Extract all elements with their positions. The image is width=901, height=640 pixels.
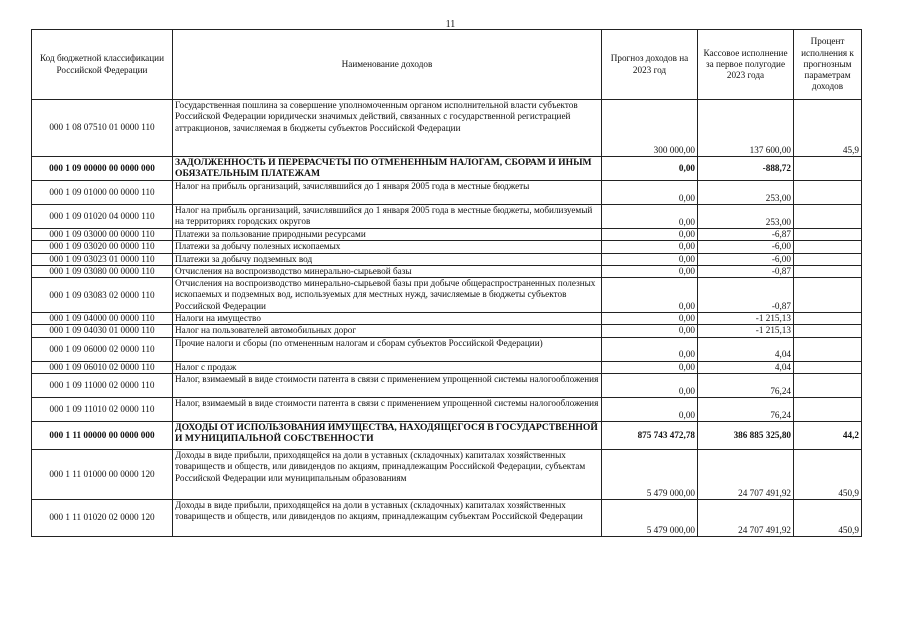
- row-code: 000 1 11 01000 00 0000 120: [32, 450, 173, 500]
- row-cash: 253,00: [698, 181, 794, 205]
- row-cash: -1 215,13: [698, 325, 794, 337]
- row-name: Налог, взимаемый в виде стоимости патента в связи с применением упрощенной системы налогообложения: [173, 398, 602, 422]
- row-code: 000 1 09 01020 04 0000 110: [32, 205, 173, 229]
- row-name: ДОХОДЫ ОТ ИСПОЛЬЗОВАНИЯ ИМУЩЕСТВА, НАХОДЯЩЕГОСЯ В ГОСУДАРСТВЕННОЙ И МУНИЦИПАЛЬНОЙ СОБСТВЕННОСТИ: [173, 422, 602, 450]
- row-percent: [794, 374, 862, 398]
- row-cash: 4,04: [698, 361, 794, 373]
- row-cash: 4,04: [698, 337, 794, 361]
- row-forecast: 0,00: [602, 253, 698, 265]
- header-cash: Кассовое исполнение за первое полугодие 2023 года: [698, 30, 794, 100]
- row-code: 000 1 09 11000 02 0000 110: [32, 374, 173, 398]
- row-percent: 45,9: [794, 100, 862, 157]
- row-cash: -0,87: [698, 265, 794, 277]
- row-percent: [794, 241, 862, 253]
- row-name: Доходы в виде прибыли, приходящейся на доли в уставных (складочных) капиталах хозяйственных товариществ и обществ, или дивидендов по акциям, принадлежащим субъектам Российской Федерации: [173, 500, 602, 537]
- row-cash: -6,00: [698, 253, 794, 265]
- row-cash: -6,87: [698, 229, 794, 241]
- table-row: [32, 374, 862, 398]
- row-forecast: 0,00: [602, 374, 698, 398]
- table-row: [32, 450, 862, 500]
- row-code: 000 1 09 03020 00 0000 110: [32, 241, 173, 253]
- row-percent: [794, 181, 862, 205]
- table-row: [32, 181, 862, 205]
- revenue-table: [31, 29, 862, 537]
- row-name: Налог с продаж: [173, 361, 602, 373]
- row-forecast: 875 743 472,78: [602, 422, 698, 450]
- table-row: [32, 100, 862, 157]
- row-cash: 76,24: [698, 398, 794, 422]
- row-code: 000 1 09 03000 00 0000 110: [32, 229, 173, 241]
- row-percent: [794, 278, 862, 313]
- table-row: [32, 278, 862, 313]
- row-percent: [794, 398, 862, 422]
- row-code: 000 1 11 00000 00 0000 000: [32, 422, 173, 450]
- row-forecast: 0,00: [602, 337, 698, 361]
- table-row: [32, 337, 862, 361]
- row-name: ЗАДОЛЖЕННОСТЬ И ПЕРЕРАСЧЕТЫ ПО ОТМЕНЕННЫМ НАЛОГАМ, СБОРАМ И ИНЫМ ОБЯЗАТЕЛЬНЫМ ПЛАТЕЖАМ: [173, 157, 602, 181]
- row-cash: 386 885 325,80: [698, 422, 794, 450]
- row-code: 000 1 11 01020 02 0000 120: [32, 500, 173, 537]
- row-forecast: 0,00: [602, 313, 698, 325]
- row-code: 000 1 08 07510 01 0000 110: [32, 100, 173, 157]
- row-forecast: 0,00: [602, 398, 698, 422]
- table-row: [32, 325, 862, 337]
- row-forecast: 0,00: [602, 325, 698, 337]
- row-forecast: 0,00: [602, 205, 698, 229]
- row-cash: 253,00: [698, 205, 794, 229]
- table-header-row: [32, 30, 862, 100]
- row-name: Налог на пользователей автомобильных дорог: [173, 325, 602, 337]
- table-row: [32, 157, 862, 181]
- table-row: [32, 313, 862, 325]
- row-code: 000 1 09 01000 00 0000 110: [32, 181, 173, 205]
- table-row: [32, 265, 862, 277]
- row-name: Налоги на имущество: [173, 313, 602, 325]
- header-percent: Процент исполнения к прогнозным параметрам доходов: [794, 30, 862, 100]
- header-code: Код бюджетной классификации Российской Федерации: [32, 30, 173, 100]
- row-name: Государственная пошлина за совершение уполномоченным органом исполнительной власти субъектов Российской Федерации юридически значимых действий, связанных с государственной регистрацией аттракционов, зачисляемая в бюджеты субъектов Российской Федерации: [173, 100, 602, 157]
- row-name: Отчисления на воспроизводство минерально-сырьевой базы при добыче общераспространенных полезных ископаемых и подземных вод, используемых для местных нужд, зачисляемые в бюджеты субъектов Российской Федерации: [173, 278, 602, 313]
- row-percent: [794, 361, 862, 373]
- row-code: 000 1 09 06010 02 0000 110: [32, 361, 173, 373]
- row-forecast: 0,00: [602, 229, 698, 241]
- table-row: [32, 229, 862, 241]
- row-code: 000 1 09 03080 00 0000 110: [32, 265, 173, 277]
- row-percent: [794, 253, 862, 265]
- table-row: [32, 241, 862, 253]
- table-row: [32, 361, 862, 373]
- row-cash: -1 215,13: [698, 313, 794, 325]
- header-forecast: Прогноз доходов на 2023 год: [602, 30, 698, 100]
- row-name: Платежи за пользование природными ресурсами: [173, 229, 602, 241]
- row-forecast: 0,00: [602, 157, 698, 181]
- row-forecast: 0,00: [602, 181, 698, 205]
- row-code: 000 1 09 06000 02 0000 110: [32, 337, 173, 361]
- row-cash: -6,00: [698, 241, 794, 253]
- row-cash: 24 707 491,92: [698, 450, 794, 500]
- row-name: Платежи за добычу полезных ископаемых: [173, 241, 602, 253]
- row-code: 000 1 09 11010 02 0000 110: [32, 398, 173, 422]
- row-name: Налог, взимаемый в виде стоимости патента в связи с применением упрощенной системы налогообложения: [173, 374, 602, 398]
- header-name: Наименование доходов: [173, 30, 602, 100]
- row-cash: 137 600,00: [698, 100, 794, 157]
- row-forecast: 0,00: [602, 278, 698, 313]
- row-cash: -888,72: [698, 157, 794, 181]
- row-name: Доходы в виде прибыли, приходящейся на доли в уставных (складочных) капиталах хозяйственных товариществ и обществ, или дивидендов по акциям, принадлежащим Российской Федерации, субъектам Российской Федерации или муниципальным образованиям: [173, 450, 602, 500]
- row-code: 000 1 09 00000 00 0000 000: [32, 157, 173, 181]
- row-cash: 76,24: [698, 374, 794, 398]
- row-percent: [794, 205, 862, 229]
- row-percent: [794, 229, 862, 241]
- row-name: Прочие налоги и сборы (по отмененным налогам и сборам субъектов Российской Федерации): [173, 337, 602, 361]
- row-code: 000 1 09 03023 01 0000 110: [32, 253, 173, 265]
- table-row: [32, 205, 862, 229]
- row-percent: [794, 157, 862, 181]
- row-forecast: 0,00: [602, 241, 698, 253]
- row-cash: -0,87: [698, 278, 794, 313]
- row-percent: [794, 313, 862, 325]
- row-forecast: 5 479 000,00: [602, 500, 698, 537]
- table-row: [32, 500, 862, 537]
- row-forecast: 0,00: [602, 361, 698, 373]
- row-name: Платежи за добычу подземных вод: [173, 253, 602, 265]
- row-code: 000 1 09 03083 02 0000 110: [32, 278, 173, 313]
- row-percent: [794, 265, 862, 277]
- row-percent: [794, 337, 862, 361]
- table-row: [32, 398, 862, 422]
- row-percent: [794, 325, 862, 337]
- table-row: [32, 253, 862, 265]
- row-name: Налог на прибыль организаций, зачислявшийся до 1 января 2005 года в местные бюджеты, мобилизуемый на территориях городских округов: [173, 205, 602, 229]
- row-forecast: 5 479 000,00: [602, 450, 698, 500]
- row-forecast: 300 000,00: [602, 100, 698, 157]
- row-name: Налог на прибыль организаций, зачислявшийся до 1 января 2005 года в местные бюджеты: [173, 181, 602, 205]
- row-percent: 450,9: [794, 500, 862, 537]
- row-name: Отчисления на воспроизводство минерально-сырьевой базы: [173, 265, 602, 277]
- row-percent: 450,9: [794, 450, 862, 500]
- row-percent: 44,2: [794, 422, 862, 450]
- row-code: 000 1 09 04030 01 0000 110: [32, 325, 173, 337]
- table-row: [32, 422, 862, 450]
- page-number: 11: [445, 19, 456, 30]
- row-cash: 24 707 491,92: [698, 500, 794, 537]
- row-code: 000 1 09 04000 00 0000 110: [32, 313, 173, 325]
- row-forecast: 0,00: [602, 265, 698, 277]
